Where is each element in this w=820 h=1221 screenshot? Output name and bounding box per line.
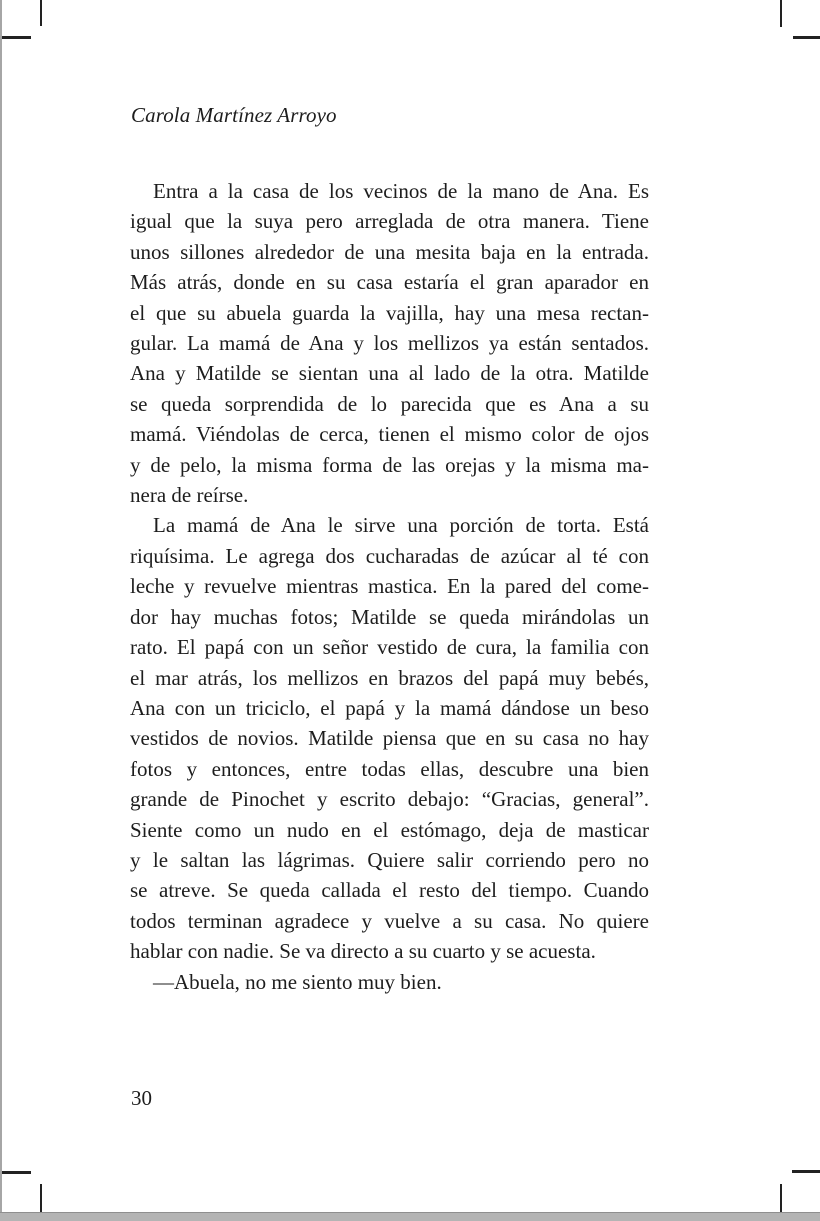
text-line: rato. El papá con un señor vestido de cura, la familia con [130,635,649,660]
text-line: gular. La mamá de Ana y los mellizos ya están sentados. [130,331,649,356]
text-line: hablar con nadie. Se va directo a su cuarto y se acuesta. [130,939,596,964]
paragraph [130,510,649,966]
text-line: grande de Pinochet y escrito debajo: “Gracias, general”. [130,787,649,812]
body-text [130,176,649,997]
text-line: vestidos de novios. Matilde piensa que en su casa no hay [130,726,649,751]
crop-mark-bottom-right-horizontal [792,1170,820,1173]
text-line: el que su abuela guarda la vajilla, hay una mesa rectan- [130,300,649,325]
text-line: se atreve. Se queda callada el resto del tiempo. Cuando [130,878,649,903]
text-line: se queda sorprendida de lo parecida que es Ana a su [130,391,649,416]
text-line: Siente como un nudo en el estómago, deja de masticar [130,817,649,842]
text-line: y de pelo, la misma forma de las orejas y la misma ma- [130,452,649,477]
text-line: —Abuela, no me siento muy bien. [153,969,442,994]
text-line: Ana con un triciclo, el papá y la mamá dándose un beso [130,695,649,720]
paragraph [130,176,649,510]
crop-mark-bottom-right-vertical [780,1184,782,1212]
text-line: nera de reírse. [130,483,249,508]
page-number: 30 [131,1086,152,1110]
text-line: La mamá de Ana le sirve una porción de torta. Está [153,513,649,538]
text-line: mamá. Viéndolas de cerca, tienen el mismo color de ojos [130,422,649,447]
text-line: Entra a la casa de los vecinos de la mano de Ana. Es [153,179,649,203]
crop-mark-bottom-left-vertical [40,1184,42,1212]
text-line: riquísima. Le agrega dos cucharadas de azúcar al té con [130,543,649,568]
text-line: el mar atrás, los mellizos en brazos del papá muy bebés, [130,665,649,690]
text-line: dor hay muchas fotos; Matilde se queda mirándolas un [130,604,649,629]
viewer-bottom-edge [0,1212,820,1221]
paragraph [130,967,649,997]
text-line: unos sillones alrededor de una mesita baja en la entrada. [130,239,649,264]
text-line: y le saltan las lágrimas. Quiere salir corriendo pero no [130,847,649,872]
page-left-edge [0,0,2,1212]
crop-mark-top-right-vertical [780,0,782,27]
text-line: Más atrás, donde en su casa estaría el gran aparador en [130,270,649,295]
crop-mark-top-left-horizontal [2,36,31,39]
text-line: todos terminan agradece y vuelve a su casa. No quiere [130,908,649,933]
text-line: fotos y entonces, entre todas ellas, descubre una bien [130,756,649,781]
running-header-author: Carola Martínez Arroyo [131,103,337,127]
crop-mark-top-left-vertical [40,0,42,26]
crop-mark-bottom-left-horizontal [2,1171,31,1174]
text-line: Ana y Matilde se sientan una al lado de la otra. Matilde [130,361,649,386]
text-line: leche y revuelve mientras mastica. En la pared del come- [130,574,649,599]
crop-mark-top-right-horizontal [793,36,820,39]
text-line: igual que la suya pero arreglada de otra manera. Tiene [130,209,649,234]
